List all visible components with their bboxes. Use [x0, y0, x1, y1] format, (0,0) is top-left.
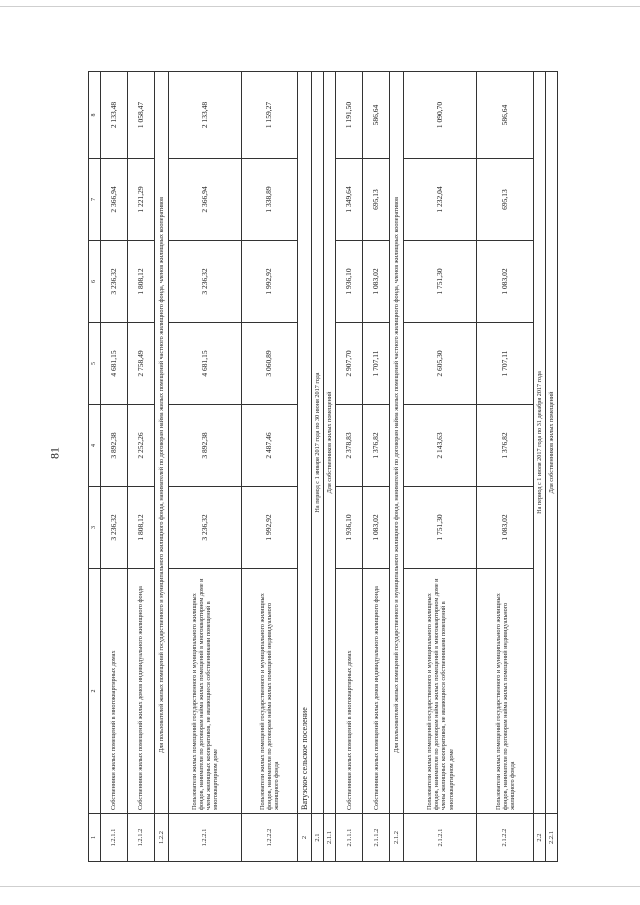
- value-cell: 2 366,94: [101, 159, 128, 241]
- value-cell: 1 083,02: [477, 241, 534, 323]
- value-cell: 1 992,92: [241, 241, 298, 323]
- value-cell: 3 892,38: [168, 405, 241, 487]
- bottom-rule: [0, 886, 640, 887]
- row-code: 2.1.1.1: [336, 814, 363, 862]
- value-cell: 2 907,70: [336, 323, 363, 405]
- value-cell: 586,64: [477, 72, 534, 159]
- table-row: [127, 72, 154, 862]
- header-cell: 4: [89, 405, 101, 487]
- row-label: Для пользователей жилых помещений государственного и муниципального жилищного фонда, нанимателей по договорам найма жилых помещений частного жилищного фонда, членов жилищных кооперативов: [154, 72, 168, 814]
- value-cell: 695,13: [363, 159, 390, 241]
- rotated-table-wrapper: [88, 72, 558, 862]
- table-row: [324, 72, 336, 862]
- value-cell: 2 758,49: [127, 323, 154, 405]
- header-row: [89, 72, 101, 862]
- value-cell: 1 083,02: [363, 487, 390, 569]
- row-label: Собственники жилых помещений в многоквартирных домах: [336, 569, 363, 814]
- value-cell: 1 751,30: [404, 241, 477, 323]
- row-code: 1.2.2.2: [241, 814, 298, 862]
- period-label: На период с 1 июля 2017 года по 31 декабря 2017 года: [534, 72, 546, 814]
- value-cell: 1 221,29: [127, 159, 154, 241]
- value-cell: 4 681,15: [168, 323, 241, 405]
- header-cell: 1: [89, 814, 101, 862]
- value-cell: 2 133,48: [101, 72, 128, 159]
- row-label: Пользователи жилых помещений государственного и муниципального жилищных фондов, наниматели по договорам найма жилых помещений индивидуального жилищного фонда: [241, 569, 298, 814]
- row-code: 1.2.1.2: [127, 814, 154, 862]
- value-cell: 1 376,82: [477, 405, 534, 487]
- value-cell: 1 083,02: [477, 487, 534, 569]
- value-cell: 3 060,89: [241, 323, 298, 405]
- period-label: Для собственников жилых помещений: [546, 72, 558, 814]
- header-cell: 8: [89, 72, 101, 159]
- table-row: [546, 72, 558, 862]
- row-label: Собственники жилых помещений жилых домов индивидуального жилищного фонда: [363, 569, 390, 814]
- value-cell: 1 191,50: [336, 72, 363, 159]
- row-code: 2.1.1: [324, 814, 336, 862]
- value-cell: 3 236,32: [168, 241, 241, 323]
- header-cell: 3: [89, 487, 101, 569]
- table-row: [312, 72, 324, 862]
- value-cell: 2 143,63: [404, 405, 477, 487]
- value-cell: 2 605,30: [404, 323, 477, 405]
- value-cell: 1 349,64: [336, 159, 363, 241]
- row-label: Собственники жилых помещений жилых домов индивидуального жилищного фонда: [127, 569, 154, 814]
- table-row: [534, 72, 546, 862]
- row-code: 2.1.2.1: [404, 814, 477, 862]
- value-cell: 1 090,70: [404, 72, 477, 159]
- value-cell: 1 992,92: [241, 487, 298, 569]
- table-body: [89, 72, 558, 862]
- value-cell: 2 487,46: [241, 405, 298, 487]
- row-code: 2.1.1.2: [363, 814, 390, 862]
- top-rule: [0, 6, 640, 7]
- value-cell: 3 236,32: [101, 487, 128, 569]
- row-label: Пользователи жилых помещений государственного и муниципального жилищных фондов, наниматели по договорам найма жилых помещений в многоквартирном доме и члены жилищных кооперативов, не являющиеся собственниками помещений в многоквартирном доме: [404, 569, 477, 814]
- tariff-table: [88, 71, 558, 862]
- period-label: На период с 1 января 2017 года по 30 июня 2017 года: [312, 72, 324, 814]
- table-row: [298, 72, 312, 862]
- header-cell: 7: [89, 159, 101, 241]
- value-cell: 3 236,32: [168, 487, 241, 569]
- row-label: Пользователи жилых помещений государственного и муниципального жилищных фондов, наниматели по договорам найма жилых помещений в многоквартирном доме и члены жилищных кооперативов, не являющиеся собственниками помещений в многоквартирном доме: [168, 569, 241, 814]
- value-cell: 1 936,10: [336, 487, 363, 569]
- value-cell: 695,13: [477, 159, 534, 241]
- value-cell: 1 707,11: [477, 323, 534, 405]
- row-code: 1.2.2: [154, 814, 168, 862]
- page-number: 81: [47, 447, 62, 459]
- value-cell: 1 232,04: [404, 159, 477, 241]
- value-cell: 3 236,32: [101, 241, 128, 323]
- value-cell: 2 378,83: [336, 405, 363, 487]
- row-code: 2.1.2.2: [477, 814, 534, 862]
- row-code: 2.2.1: [546, 814, 558, 862]
- header-cell: 2: [89, 569, 101, 814]
- row-label: Собственники жилых помещений в многоквартирных домах: [101, 569, 128, 814]
- table-row: [241, 72, 298, 862]
- header-cell: 6: [89, 241, 101, 323]
- table-row: [336, 72, 363, 862]
- table-row: [390, 72, 404, 862]
- value-cell: 1 751,30: [404, 487, 477, 569]
- value-cell: 1 808,12: [127, 241, 154, 323]
- row-code: 2: [298, 814, 312, 862]
- row-code: 2.1.2: [390, 814, 404, 862]
- row-code: 2.1: [312, 814, 324, 862]
- value-cell: 1 338,89: [241, 159, 298, 241]
- row-code: 2.2: [534, 814, 546, 862]
- value-cell: 3 892,38: [101, 405, 128, 487]
- settlement-title: Ватузское сельское поселение: [298, 72, 312, 814]
- value-cell: 1 808,12: [127, 487, 154, 569]
- table-row: [404, 72, 477, 862]
- table-row: [363, 72, 390, 862]
- value-cell: 1 159,27: [241, 72, 298, 159]
- value-cell: 1 936,10: [336, 241, 363, 323]
- value-cell: 2 366,94: [168, 159, 241, 241]
- value-cell: 1 707,11: [363, 323, 390, 405]
- value-cell: 1 376,82: [363, 405, 390, 487]
- row-code: 1.2.2.1: [168, 814, 241, 862]
- value-cell: 2 252,26: [127, 405, 154, 487]
- value-cell: 1 083,02: [363, 241, 390, 323]
- value-cell: 1 058,47: [127, 72, 154, 159]
- table-row: [477, 72, 534, 862]
- value-cell: 4 681,15: [101, 323, 128, 405]
- table-row: [168, 72, 241, 862]
- period-label: Для собственников жилых помещений: [324, 72, 336, 814]
- row-label: Пользователи жилых помещений государственного и муниципального жилищных фондов, наниматели по договорам найма жилых помещений индивидуального жилищного фонда: [477, 569, 534, 814]
- value-cell: 2 133,48: [168, 72, 241, 159]
- table-row: [101, 72, 128, 862]
- value-cell: 586,64: [363, 72, 390, 159]
- header-cell: 5: [89, 323, 101, 405]
- row-label: Для пользователей жилых помещений государственного и муниципального жилищного фонда, нанимателей по договорам найма жилых помещений частного жилищного фонда, членов жилищных кооперативов: [390, 72, 404, 814]
- table-row: [154, 72, 168, 862]
- row-code: 1.2.1.1: [101, 814, 128, 862]
